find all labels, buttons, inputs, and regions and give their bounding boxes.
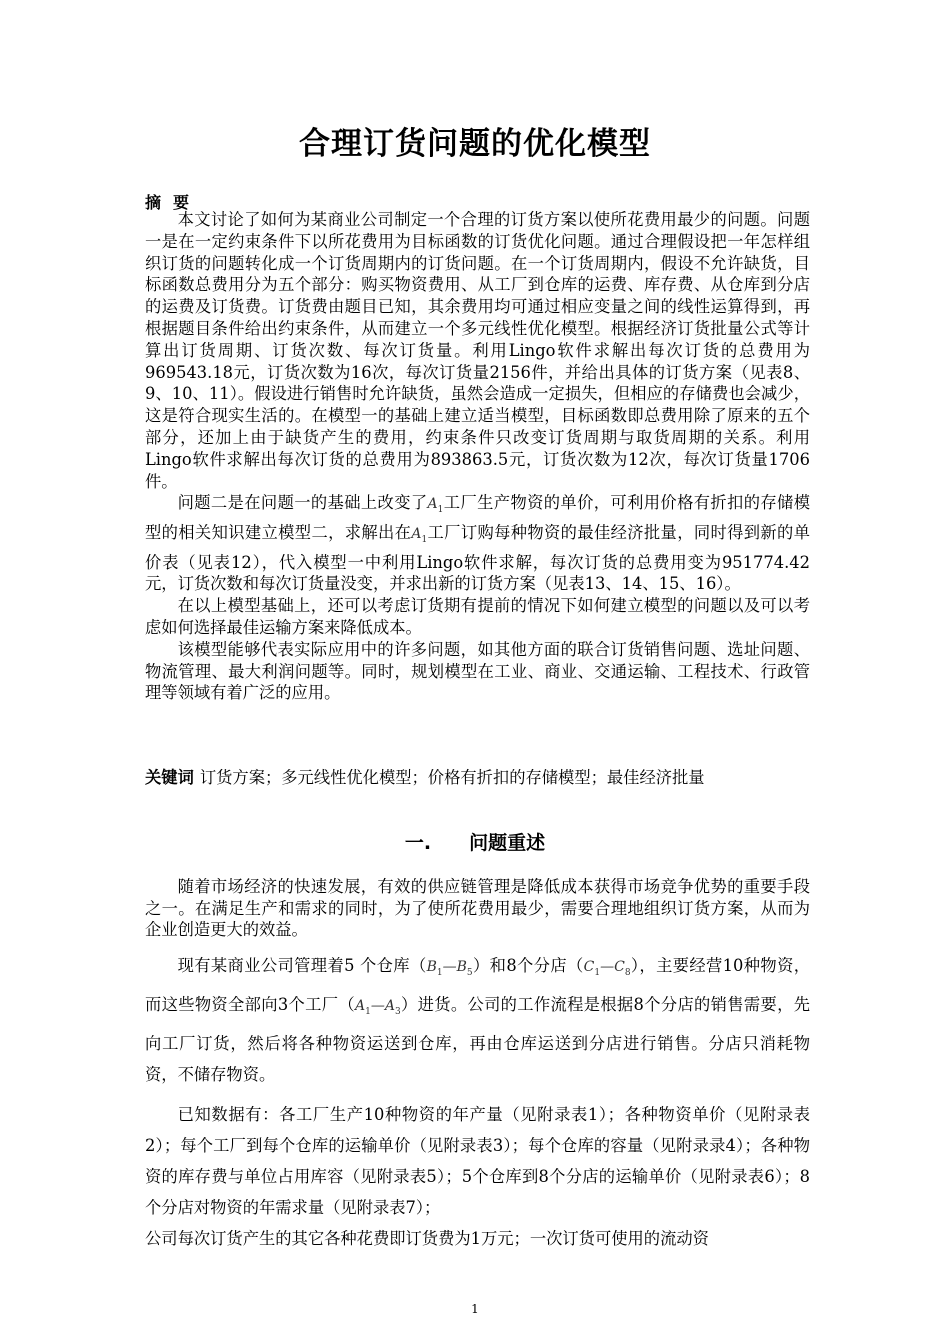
page-number: 1 — [471, 1302, 479, 1316]
math-a1-a3: $A_1—A_3$ — [354, 997, 401, 1017]
page-title: 合理订货问题的优化模型 — [299, 126, 651, 162]
section-heading — [0, 828, 950, 855]
math-a1: $A_1$ — [411, 525, 428, 545]
section-number: 一. — [404, 832, 432, 854]
body-paragraph: 已知数据有：各工厂生产10种物资的年产量（见附录表1）；各种物资单价（见附录表2）；每个工厂到每个仓库的运输单价（见附录表3）；每个仓库的容量（见附录录4）；各种物资的库存费与单位占用库容（见附录表5）；5个仓库到8个分店的运输单价（见附录表6）；8个分店对物资的年需求量（见附录表7）； — [145, 1104, 810, 1217]
math-b1-b5: $B_1—B_5$ — [426, 959, 473, 978]
keywords-text: 订货方案；多元线性优化模型；价格有折扣的存储模型；最佳经济批量 — [199, 768, 705, 787]
keywords-line — [145, 764, 705, 788]
math-c1-c8: $C_1—C_8$ — [583, 959, 631, 978]
body-paragraph: 公司每次订货产生的其它各种花费即订货费为1万元；一次订货可使用的流动资 — [145, 1228, 709, 1248]
body-paragraph: 现有某商业公司管理着5 个仓库$(B_1—B_5)$和8个分店$(C_1—C_8)$，主要经营10种物资，而这些物资全部向3个工厂$(A_1—A_3)$进货。公司的工作流程是根据8个分店的销售需要，先向工厂订货，然后将各种物资运送到仓库，再由仓库运送到分店进行销售。分店只消耗物资，不储存物资。 — [145, 956, 810, 1084]
keywords-label: 关键词 — [145, 768, 194, 787]
body-paragraph: 随着市场经济的快速发展，有效的供应链管理是降低成本获得市场竞争优势的重要手段之一。在满足生产和需求的同时，为了使所花费用最少，需要合理地组织订货方案，从而为企业创造更大的效益。 — [145, 877, 810, 939]
abstract-paragraph: 本文讨论了如何为某商业公司制定一个合理的订货方案以使所花费用最少的问题。问题一是在一定约束条件下以所花费用为目标函数的订货优化问题。通过合理假设把一年怎样组织订货的问题转化成一个订货周期内的订货问题。在一个订货周期内，假设不允许缺货，目标函数总费用分为五个部分：购买物资费用、从工厂到仓库的运费、库存费、从仓库到分店的运费及订货费。订货费由题目已知，其余费用均可通过相应变量之间的线性运算得到，再根据题目条件给出约束条件，从而建立一个多元线性优化模型。根据经济订货批量公式等计算出订货周期、订货次数、每次订货量。利用Lingo软件求解出每次订货的总费用为969543.18元，订货次数为16次，每次订货量2156件，并给出具体的订货方案（见表8、9、10、11）。假设进行销售时允许缺货，虽然会造成一定损失，但相应的存储费也会减少，这是符合现实生活的。在模型一的基础上建立适当模型，目标函数即总费用除了原来的五个部分，还加上由于缺货产生的费用，约束条件只改变订货周期与取货周期的关系。利用Lingo软件求解出每次订货的总费用为893863.5元，订货次数为12次，每次订货量1706件。 — [145, 210, 810, 491]
section-intro — [145, 876, 810, 941]
abstract-paragraph: 该模型能够代表实际应用中的许多问题，如其他方面的联合订货销售问题、选址问题、物流管理、最大利润问题等。同时，规划模型在工业、商业、交通运输、工程技术、行政管理等领域有着广泛的应用。 — [145, 639, 810, 703]
abstract-paragraph: 在以上模型基础上，还可以考虑订货期有提前的情况下如何建立模型的问题以及可以考虑如何选择最佳运输方案来降低成本。 — [145, 596, 810, 637]
math-a1: $A_1$ — [427, 496, 444, 516]
abstract-heading: 摘要 — [145, 193, 202, 212]
abstract-paragraph: 问题二是在问题一的基础上改变了$A_1$工厂生产物资的单价，可利用价格有折扣的存储模型的相关知识建立模型二，求解出在$A_1$工厂订购每种物资的最佳经济批量，同时得到新的单价表（见表12），代入模型一中利用Lingo软件求解，每次订货的总费用变为951774.42元，订货次数和每次订货量没变，并求出新的订货方案（见表13、14、15、16）。 — [145, 493, 810, 594]
abstract-body — [145, 209, 810, 704]
section-body — [145, 941, 810, 1254]
section-title: 问题重述 — [469, 832, 546, 854]
